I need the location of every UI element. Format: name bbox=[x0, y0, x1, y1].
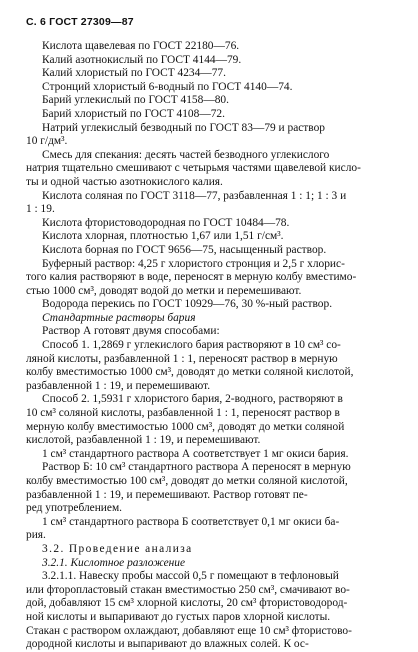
text-line: 1 : 19. bbox=[26, 203, 55, 216]
text-line: 1 см³ стандартного раствора А соответствует 1 мг окиси бария. bbox=[42, 447, 349, 460]
text-line: Натрий углекислый безводный по ГОСТ 83—79 и раствор bbox=[42, 121, 325, 134]
page-header: С. 6 ГОСТ 27309—87 bbox=[26, 16, 134, 28]
text-line: Кислота фтористоводородная по ГОСТ 10484—78. bbox=[42, 216, 290, 229]
text-line: разбавленной 1 : 19, и перемешивают. Раствор готовят пе- bbox=[26, 488, 308, 501]
text-line: Барий хлористый по ГОСТ 4108—72. bbox=[42, 107, 225, 120]
text-line: рия. bbox=[26, 529, 46, 542]
text-line: Стакан с раствором охлаждают, добавляют еще 10 см³ фтористово- bbox=[26, 624, 352, 637]
text-line: Кислота щавелевая по ГОСТ 22180—76. bbox=[42, 40, 240, 52]
text-line: Стронций хлористый 6-водный по ГОСТ 4140—74. bbox=[42, 80, 293, 93]
text-line: 10 г/дм³. bbox=[26, 135, 68, 148]
text-line: колбу вместимостью 1000 см³, доводят до метки соляной кислотой, bbox=[26, 366, 354, 379]
text-line: разбавленной 1 : 19, и перемешивают. bbox=[26, 379, 211, 392]
text-line: дородной кислоты и выпаривают до влажных солей. К ос- bbox=[26, 638, 309, 651]
text-line: Буферный раствор: 4,25 г хлористого стронция и 2,5 г хлорис- bbox=[42, 257, 345, 270]
text-line: ной кислоты и выпаривают до густых паров хлорной кислоты. bbox=[26, 610, 331, 623]
text-line: Кислота хлорная, плотностью 1,67 или 1,51 г/см³. bbox=[42, 230, 284, 243]
text-line: Кислота борная по ГОСТ 9656—75, насыщенный раствор. bbox=[42, 243, 327, 256]
text-line: колбу вместимостью 100 см³, доводят до метки соляной кислотой, bbox=[26, 475, 348, 487]
text-line: 10 см³ соляной кислоты, разбавленной 1 : 1, переносят раствор в bbox=[26, 407, 340, 420]
text-line: Барий углекислый по ГОСТ 4158—80. bbox=[42, 94, 229, 107]
text-line: Калий азотнокислый по ГОСТ 4144—79. bbox=[42, 53, 242, 66]
text-line: ред употреблением. bbox=[26, 502, 123, 515]
section-heading: 3.2. Проведение анализа bbox=[42, 542, 193, 555]
text-line: Калий хлористый по ГОСТ 4234—77. bbox=[42, 67, 226, 80]
text-line: Раствор Б: 10 см³ стандартного раствора А переносят в мерную bbox=[42, 461, 351, 474]
text-line: кислотой, разбавленной 1 : 19, и перемешивают. bbox=[26, 434, 261, 447]
text-line: ты и одной частью азотнокислого калия. bbox=[26, 175, 223, 188]
text-line: того калия растворяют в воде, переносят в мерную колбу вместимо- bbox=[26, 271, 357, 284]
text-line: натрия тщательно смешивают с четырьмя частями щавелевой кисло- bbox=[26, 162, 361, 175]
text-line: Раствор А готовят двумя способами: bbox=[42, 325, 220, 338]
text-line: мерную колбу вместимостью 1000 см³, доводят до метки соляной bbox=[26, 420, 345, 433]
text-line: 3.2.1.1. Навеску пробы массой 0,5 г помещают в тефлоновый bbox=[42, 570, 339, 583]
text-line: 1 см³ стандартного раствора Б соответствует 0,1 мг окиси ба- bbox=[42, 515, 340, 528]
text-line: Способ 2. 1,5931 г хлористого бария, 2-водного, растворяют в bbox=[42, 393, 343, 406]
text-line: Способ 1. 1,2869 г углекислого бария растворяют в 10 см³ со- bbox=[42, 339, 341, 352]
subsection-heading: 3.2.1. Кислотное разложение bbox=[42, 556, 186, 569]
text-line: ляной кислоты, разбавленной 1 : 1, переносят раствор в мерную bbox=[26, 352, 338, 365]
text-line: Кислота соляная по ГОСТ 3118—77, разбавленная 1 : 1; 1 : 3 и bbox=[42, 189, 347, 202]
section-heading: Стандартные растворы бария bbox=[42, 311, 196, 324]
text-line: Водорода перекись по ГОСТ 10929—76, 30 %-ный раствор. bbox=[42, 298, 333, 311]
text-line: дой, добавляют 15 см³ хлорной кислоты, 20 см³ фтористоводород- bbox=[26, 597, 348, 610]
text-line: или фторопластовый стакан вместимостью 250 см³, смачивают во- bbox=[26, 583, 350, 596]
document-body bbox=[26, 40, 398, 652]
text-line: стью 1000 см³, доводят водой до метки и перемешивают. bbox=[26, 284, 302, 297]
text-line: Смесь для спекания: десять частей безводного углекислого bbox=[42, 148, 330, 161]
